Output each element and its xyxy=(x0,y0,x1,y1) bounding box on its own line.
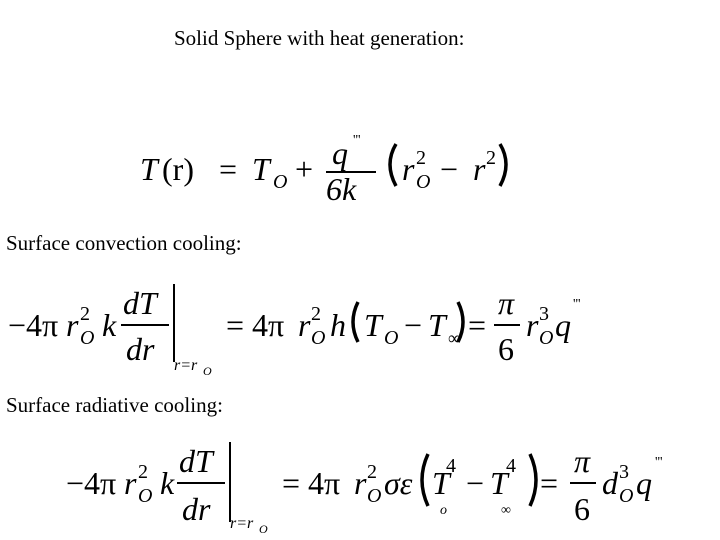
eq1-r: r xyxy=(473,151,486,187)
eq2-q-dots: ''' xyxy=(573,297,581,312)
eq1-denominator: 6k xyxy=(326,171,357,207)
eq3-six: 6 xyxy=(574,491,590,527)
eq1-minus: − xyxy=(440,151,459,187)
eq2-rhs-prefix: = 4π xyxy=(226,307,285,343)
eq3-neg4pi: −4π xyxy=(66,465,117,501)
eq3-r-sub: O xyxy=(138,485,153,507)
eq2-eval-sub: O xyxy=(203,364,212,378)
eq3-T0-sup: 4 xyxy=(446,455,456,477)
eq2-r3-sub: O xyxy=(539,327,554,349)
convection-heading: Surface convection cooling: xyxy=(6,231,242,255)
eq2-k: k xyxy=(102,307,117,343)
eq2-pi: π xyxy=(498,285,515,321)
eq3-dr: dr xyxy=(182,491,211,527)
eq3-pi: π xyxy=(574,443,591,479)
eq3-right-paren xyxy=(530,454,536,506)
eq2-T0: T xyxy=(364,307,382,343)
eq3-Tinf-sup: 4 xyxy=(506,455,516,477)
eq2-r-sup: 2 xyxy=(80,303,90,325)
title-heading: Solid Sphere with heat generation: xyxy=(174,26,465,50)
eq1-equals: = xyxy=(219,151,238,187)
eq1-plus: + xyxy=(295,151,314,187)
radiative-equation xyxy=(66,440,686,536)
eq2-r2-sup: 2 xyxy=(311,303,321,325)
eq3-T0-sub: o xyxy=(440,503,447,518)
eq1-right-paren xyxy=(500,144,506,186)
eq3-r2-sub: O xyxy=(367,485,382,507)
convection-equation xyxy=(8,280,588,378)
eq2-right-paren xyxy=(458,302,463,342)
eq2-r2-sub: O xyxy=(311,327,326,349)
eq3-left-paren xyxy=(422,454,428,506)
eq2-r3: r xyxy=(526,307,539,343)
eq3-dT: dT xyxy=(179,443,213,479)
eq2-eval: r=r xyxy=(174,357,198,374)
eq3-sigma-epsilon: σε xyxy=(384,465,413,501)
eq3-T0: T xyxy=(432,465,450,501)
eq2-r-sub: O xyxy=(80,327,95,349)
eq1-q-dots: ''' xyxy=(353,133,361,148)
eq1-r0-sub: O xyxy=(416,171,431,193)
eq3-d: d xyxy=(602,465,618,501)
eq2-Tinf-sub: ∞ xyxy=(448,328,461,348)
eq1-lhs-T: T xyxy=(140,151,158,187)
eq3-eval: r=r xyxy=(230,515,254,532)
eq2-T0-sub: O xyxy=(384,327,399,349)
eq3-k: k xyxy=(160,465,175,501)
eq2-r3-sup: 3 xyxy=(539,303,549,325)
eq3-Tinf-sub: ∞ xyxy=(501,503,511,518)
eq3-r2-sup: 2 xyxy=(367,461,377,483)
eq1-left-paren xyxy=(390,144,396,186)
eq3-Tinf: T xyxy=(490,465,508,501)
eq3-minus: − xyxy=(466,465,485,501)
temperature-profile-equation xyxy=(140,128,520,208)
eq3-equals: = xyxy=(540,465,559,501)
eq1-q: q xyxy=(332,135,348,171)
eq1-r0-sup: 2 xyxy=(416,147,426,169)
eq2-dT: dT xyxy=(123,285,157,321)
eq2-h: h xyxy=(330,307,346,343)
eq3-d-sub: O xyxy=(619,485,634,507)
eq2-six: 6 xyxy=(498,331,514,367)
eq3-q-dots: ''' xyxy=(655,455,663,470)
eq1-r-sup: 2 xyxy=(486,147,496,169)
eq3-r: r xyxy=(124,465,137,501)
eq2-neg4pi: −4π xyxy=(8,307,59,343)
eq3-d-sup: 3 xyxy=(619,461,629,483)
eq3-rhs-prefix: = 4π xyxy=(282,465,341,501)
eq1-T0: T xyxy=(252,151,270,187)
eq2-Tinf: T xyxy=(428,307,446,343)
radiative-heading: Surface radiative cooling: xyxy=(6,393,223,417)
eq2-q: q xyxy=(555,307,571,343)
eq2-minus: − xyxy=(404,307,423,343)
eq2-r2: r xyxy=(298,307,311,343)
eq3-r2: r xyxy=(354,465,367,501)
eq3-q: q xyxy=(636,465,652,501)
eq1-r0: r xyxy=(402,151,415,187)
eq1-T0-sub: O xyxy=(273,171,288,193)
eq2-left-paren xyxy=(353,302,358,342)
eq3-r-sup: 2 xyxy=(138,461,148,483)
eq3-eval-sub: O xyxy=(259,522,268,536)
eq2-dr: dr xyxy=(126,331,155,367)
eq1-lhs-arg: (r) xyxy=(162,151,194,187)
eq2-r: r xyxy=(66,307,79,343)
eq2-equals: = xyxy=(468,307,487,343)
